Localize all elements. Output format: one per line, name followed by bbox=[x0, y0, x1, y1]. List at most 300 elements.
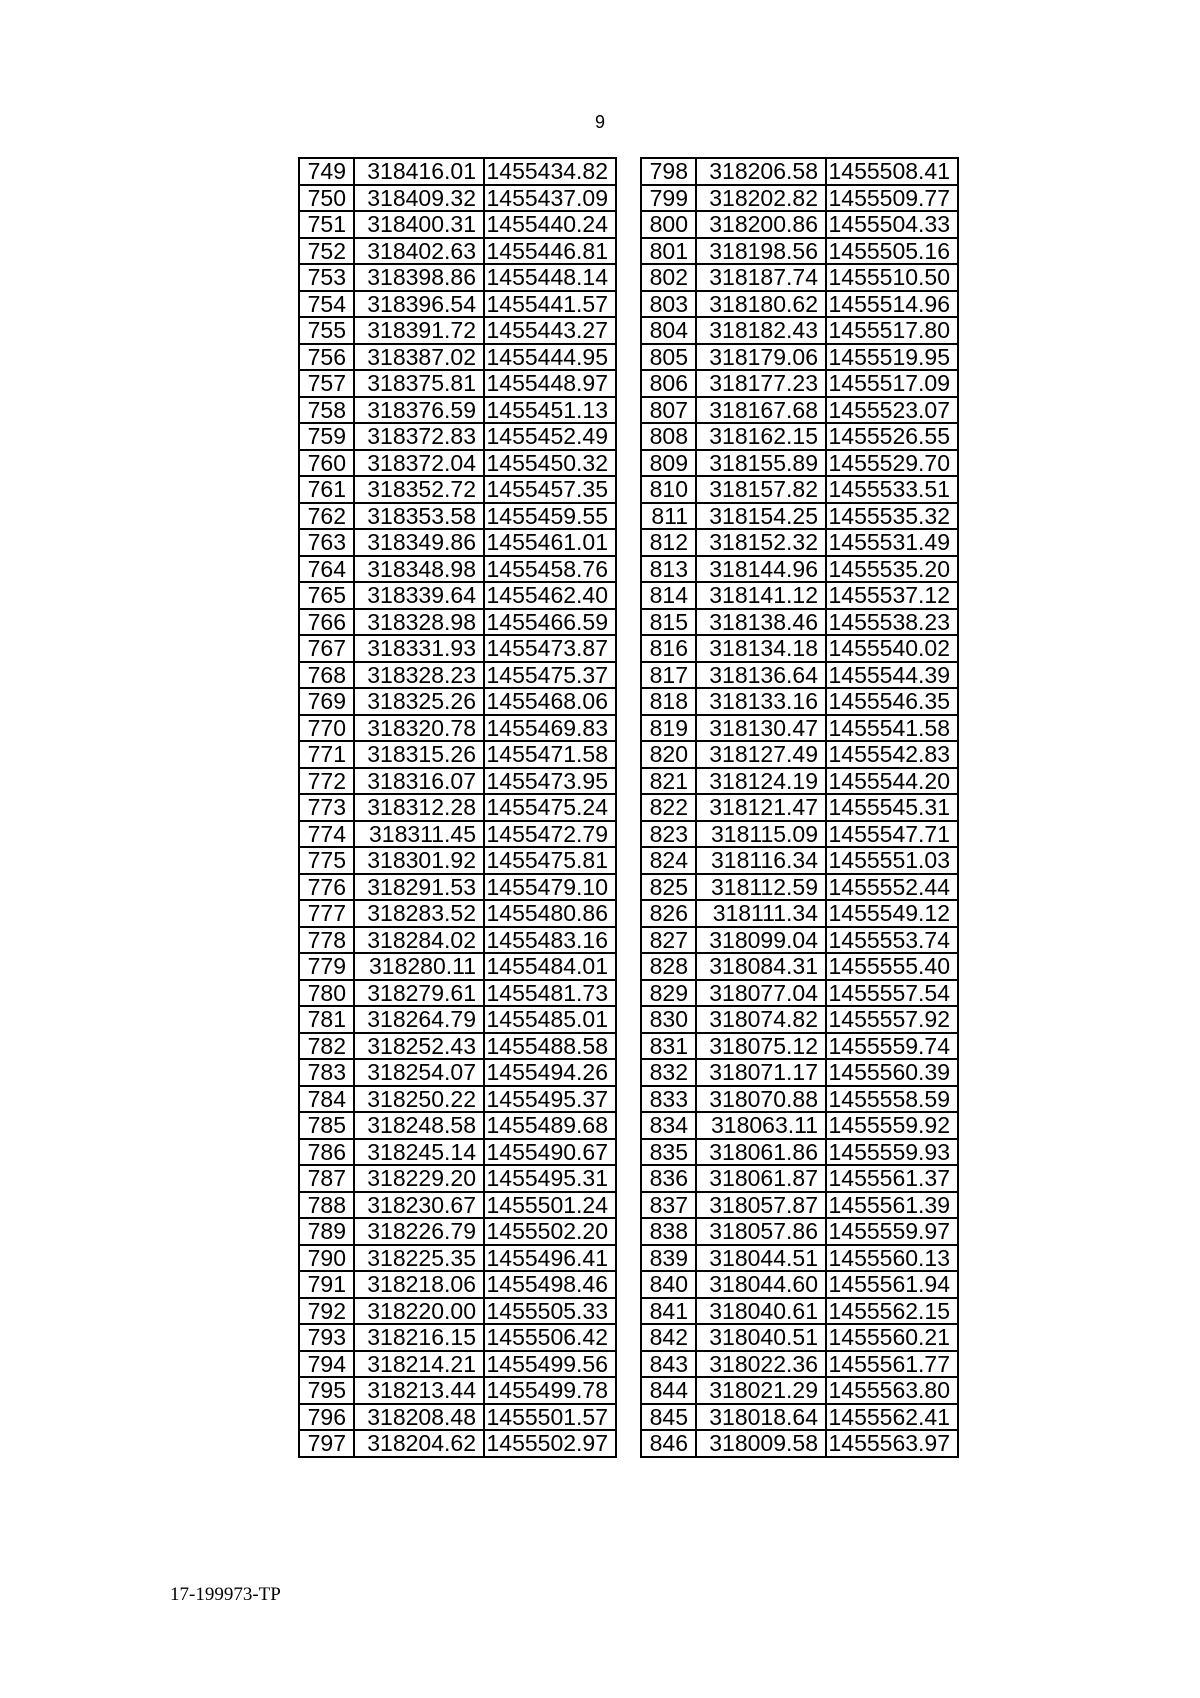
point-number-cell: 767 bbox=[299, 635, 354, 662]
x-coordinate-cell: 318339.64 bbox=[354, 582, 484, 609]
y-coordinate-cell: 1455546.35 bbox=[826, 688, 958, 715]
y-coordinate-cell: 1455514.96 bbox=[826, 291, 958, 318]
table-row bbox=[641, 953, 958, 980]
point-number-cell: 841 bbox=[641, 1298, 696, 1325]
x-coordinate-cell: 318182.43 bbox=[696, 317, 826, 344]
table-row bbox=[641, 556, 958, 583]
point-number-cell: 823 bbox=[641, 821, 696, 848]
table-row bbox=[641, 476, 958, 503]
point-number-cell: 751 bbox=[299, 211, 354, 238]
table-row bbox=[299, 1165, 616, 1192]
x-coordinate-cell: 318200.86 bbox=[696, 211, 826, 238]
point-number-cell: 757 bbox=[299, 370, 354, 397]
x-coordinate-cell: 318216.15 bbox=[354, 1324, 484, 1351]
table-row bbox=[299, 291, 616, 318]
table-row bbox=[641, 1430, 958, 1457]
x-coordinate-cell: 318021.29 bbox=[696, 1377, 826, 1404]
table-row bbox=[299, 582, 616, 609]
point-number-cell: 768 bbox=[299, 662, 354, 689]
table-row bbox=[641, 1245, 958, 1272]
y-coordinate-cell: 1455468.06 bbox=[484, 688, 616, 715]
table-row bbox=[641, 529, 958, 556]
table-row bbox=[299, 1324, 616, 1351]
x-coordinate-cell: 318179.06 bbox=[696, 344, 826, 371]
x-coordinate-cell: 318162.15 bbox=[696, 423, 826, 450]
table-row bbox=[299, 688, 616, 715]
table-row bbox=[299, 344, 616, 371]
y-coordinate-cell: 1455519.95 bbox=[826, 344, 958, 371]
x-coordinate-cell: 318009.58 bbox=[696, 1430, 826, 1457]
y-coordinate-cell: 1455553.74 bbox=[826, 927, 958, 954]
table-row bbox=[299, 317, 616, 344]
table-row bbox=[299, 370, 616, 397]
x-coordinate-cell: 318127.49 bbox=[696, 741, 826, 768]
point-number-cell: 770 bbox=[299, 715, 354, 742]
table-row bbox=[641, 158, 958, 185]
y-coordinate-cell: 1455459.55 bbox=[484, 503, 616, 530]
x-coordinate-cell: 318312.28 bbox=[354, 794, 484, 821]
table-row bbox=[641, 264, 958, 291]
y-coordinate-cell: 1455559.93 bbox=[826, 1139, 958, 1166]
y-coordinate-cell: 1455448.14 bbox=[484, 264, 616, 291]
x-coordinate-cell: 318315.26 bbox=[354, 741, 484, 768]
point-number-cell: 759 bbox=[299, 423, 354, 450]
table-body bbox=[299, 158, 616, 1457]
table-row bbox=[641, 688, 958, 715]
x-coordinate-cell: 318372.83 bbox=[354, 423, 484, 450]
table-row bbox=[299, 1112, 616, 1139]
y-coordinate-cell: 1455475.37 bbox=[484, 662, 616, 689]
coordinates-table-left bbox=[298, 157, 617, 1458]
x-coordinate-cell: 318202.82 bbox=[696, 185, 826, 212]
y-coordinate-cell: 1455499.78 bbox=[484, 1377, 616, 1404]
y-coordinate-cell: 1455559.74 bbox=[826, 1033, 958, 1060]
y-coordinate-cell: 1455558.59 bbox=[826, 1086, 958, 1113]
x-coordinate-cell: 318254.07 bbox=[354, 1059, 484, 1086]
y-coordinate-cell: 1455446.81 bbox=[484, 238, 616, 265]
table-row bbox=[641, 1377, 958, 1404]
table-row bbox=[641, 900, 958, 927]
point-number-cell: 756 bbox=[299, 344, 354, 371]
x-coordinate-cell: 318213.44 bbox=[354, 1377, 484, 1404]
x-coordinate-cell: 318040.51 bbox=[696, 1324, 826, 1351]
point-number-cell: 811 bbox=[641, 503, 696, 530]
y-coordinate-cell: 1455555.40 bbox=[826, 953, 958, 980]
point-number-cell: 813 bbox=[641, 556, 696, 583]
table-row bbox=[299, 741, 616, 768]
table-row bbox=[299, 1271, 616, 1298]
table-row bbox=[299, 1192, 616, 1219]
y-coordinate-cell: 1455537.12 bbox=[826, 582, 958, 609]
point-number-cell: 827 bbox=[641, 927, 696, 954]
y-coordinate-cell: 1455471.58 bbox=[484, 741, 616, 768]
table-row bbox=[299, 397, 616, 424]
x-coordinate-cell: 318416.01 bbox=[354, 158, 484, 185]
x-coordinate-cell: 318214.21 bbox=[354, 1351, 484, 1378]
x-coordinate-cell: 318250.22 bbox=[354, 1086, 484, 1113]
x-coordinate-cell: 318316.07 bbox=[354, 768, 484, 795]
point-number-cell: 775 bbox=[299, 847, 354, 874]
point-number-cell: 808 bbox=[641, 423, 696, 450]
table-row bbox=[299, 927, 616, 954]
x-coordinate-cell: 318409.32 bbox=[354, 185, 484, 212]
table-row bbox=[641, 1218, 958, 1245]
x-coordinate-cell: 318154.25 bbox=[696, 503, 826, 530]
point-number-cell: 777 bbox=[299, 900, 354, 927]
point-number-cell: 829 bbox=[641, 980, 696, 1007]
point-number-cell: 842 bbox=[641, 1324, 696, 1351]
point-number-cell: 822 bbox=[641, 794, 696, 821]
x-coordinate-cell: 318074.82 bbox=[696, 1006, 826, 1033]
y-coordinate-cell: 1455544.39 bbox=[826, 662, 958, 689]
point-number-cell: 843 bbox=[641, 1351, 696, 1378]
y-coordinate-cell: 1455452.49 bbox=[484, 423, 616, 450]
table-row bbox=[299, 185, 616, 212]
table-row bbox=[641, 423, 958, 450]
table-row bbox=[641, 370, 958, 397]
point-number-cell: 804 bbox=[641, 317, 696, 344]
x-coordinate-cell: 318177.23 bbox=[696, 370, 826, 397]
y-coordinate-cell: 1455495.37 bbox=[484, 1086, 616, 1113]
table-row bbox=[299, 1006, 616, 1033]
y-coordinate-cell: 1455529.70 bbox=[826, 450, 958, 477]
table-row bbox=[641, 1139, 958, 1166]
point-number-cell: 836 bbox=[641, 1165, 696, 1192]
point-number-cell: 816 bbox=[641, 635, 696, 662]
document-code: 17-199973-TP bbox=[170, 1584, 281, 1605]
x-coordinate-cell: 318328.98 bbox=[354, 609, 484, 636]
x-coordinate-cell: 318328.23 bbox=[354, 662, 484, 689]
x-coordinate-cell: 318230.67 bbox=[354, 1192, 484, 1219]
x-coordinate-cell: 318372.04 bbox=[354, 450, 484, 477]
x-coordinate-cell: 318353.58 bbox=[354, 503, 484, 530]
point-number-cell: 799 bbox=[641, 185, 696, 212]
table-row bbox=[641, 635, 958, 662]
point-number-cell: 809 bbox=[641, 450, 696, 477]
x-coordinate-cell: 318130.47 bbox=[696, 715, 826, 742]
x-coordinate-cell: 318061.86 bbox=[696, 1139, 826, 1166]
y-coordinate-cell: 1455541.58 bbox=[826, 715, 958, 742]
y-coordinate-cell: 1455561.37 bbox=[826, 1165, 958, 1192]
table-row bbox=[641, 1324, 958, 1351]
y-coordinate-cell: 1455551.03 bbox=[826, 847, 958, 874]
x-coordinate-cell: 318220.00 bbox=[354, 1298, 484, 1325]
y-coordinate-cell: 1455444.95 bbox=[484, 344, 616, 371]
point-number-cell: 792 bbox=[299, 1298, 354, 1325]
table-row bbox=[641, 874, 958, 901]
y-coordinate-cell: 1455510.50 bbox=[826, 264, 958, 291]
x-coordinate-cell: 318070.88 bbox=[696, 1086, 826, 1113]
point-number-cell: 758 bbox=[299, 397, 354, 424]
y-coordinate-cell: 1455505.33 bbox=[484, 1298, 616, 1325]
y-coordinate-cell: 1455450.32 bbox=[484, 450, 616, 477]
table-row bbox=[299, 1430, 616, 1457]
x-coordinate-cell: 318136.64 bbox=[696, 662, 826, 689]
y-coordinate-cell: 1455480.86 bbox=[484, 900, 616, 927]
x-coordinate-cell: 318387.02 bbox=[354, 344, 484, 371]
table-row bbox=[299, 211, 616, 238]
point-number-cell: 800 bbox=[641, 211, 696, 238]
coordinates-table-right bbox=[640, 157, 959, 1458]
x-coordinate-cell: 318391.72 bbox=[354, 317, 484, 344]
table-row bbox=[299, 1218, 616, 1245]
y-coordinate-cell: 1455502.97 bbox=[484, 1430, 616, 1457]
point-number-cell: 788 bbox=[299, 1192, 354, 1219]
point-number-cell: 845 bbox=[641, 1404, 696, 1431]
table-row bbox=[299, 1351, 616, 1378]
y-coordinate-cell: 1455547.71 bbox=[826, 821, 958, 848]
point-number-cell: 781 bbox=[299, 1006, 354, 1033]
point-number-cell: 833 bbox=[641, 1086, 696, 1113]
x-coordinate-cell: 318225.35 bbox=[354, 1245, 484, 1272]
table-row bbox=[641, 1404, 958, 1431]
x-coordinate-cell: 318084.31 bbox=[696, 953, 826, 980]
y-coordinate-cell: 1455441.57 bbox=[484, 291, 616, 318]
x-coordinate-cell: 318208.48 bbox=[354, 1404, 484, 1431]
table-row bbox=[641, 980, 958, 1007]
table-row bbox=[299, 264, 616, 291]
y-coordinate-cell: 1455489.68 bbox=[484, 1112, 616, 1139]
y-coordinate-cell: 1455501.24 bbox=[484, 1192, 616, 1219]
x-coordinate-cell: 318099.04 bbox=[696, 927, 826, 954]
point-number-cell: 783 bbox=[299, 1059, 354, 1086]
y-coordinate-cell: 1455563.97 bbox=[826, 1430, 958, 1457]
x-coordinate-cell: 318206.58 bbox=[696, 158, 826, 185]
point-number-cell: 789 bbox=[299, 1218, 354, 1245]
point-number-cell: 776 bbox=[299, 874, 354, 901]
x-coordinate-cell: 318248.58 bbox=[354, 1112, 484, 1139]
x-coordinate-cell: 318398.86 bbox=[354, 264, 484, 291]
y-coordinate-cell: 1455479.10 bbox=[484, 874, 616, 901]
table-row bbox=[641, 450, 958, 477]
table-row bbox=[641, 821, 958, 848]
table-row bbox=[641, 609, 958, 636]
point-number-cell: 771 bbox=[299, 741, 354, 768]
x-coordinate-cell: 318252.43 bbox=[354, 1033, 484, 1060]
x-coordinate-cell: 318040.61 bbox=[696, 1298, 826, 1325]
x-coordinate-cell: 318057.86 bbox=[696, 1218, 826, 1245]
point-number-cell: 764 bbox=[299, 556, 354, 583]
table-row bbox=[299, 158, 616, 185]
x-coordinate-cell: 318348.98 bbox=[354, 556, 484, 583]
y-coordinate-cell: 1455490.67 bbox=[484, 1139, 616, 1166]
y-coordinate-cell: 1455552.44 bbox=[826, 874, 958, 901]
point-number-cell: 769 bbox=[299, 688, 354, 715]
point-number-cell: 752 bbox=[299, 238, 354, 265]
table-row bbox=[299, 874, 616, 901]
x-coordinate-cell: 318229.20 bbox=[354, 1165, 484, 1192]
x-coordinate-cell: 318325.26 bbox=[354, 688, 484, 715]
y-coordinate-cell: 1455557.54 bbox=[826, 980, 958, 1007]
table-row bbox=[299, 1377, 616, 1404]
x-coordinate-cell: 318144.96 bbox=[696, 556, 826, 583]
y-coordinate-cell: 1455504.33 bbox=[826, 211, 958, 238]
point-number-cell: 819 bbox=[641, 715, 696, 742]
page-number: 9 bbox=[594, 112, 605, 132]
point-number-cell: 812 bbox=[641, 529, 696, 556]
y-coordinate-cell: 1455560.39 bbox=[826, 1059, 958, 1086]
table-row bbox=[299, 1033, 616, 1060]
y-coordinate-cell: 1455535.20 bbox=[826, 556, 958, 583]
table-row bbox=[299, 476, 616, 503]
y-coordinate-cell: 1455451.13 bbox=[484, 397, 616, 424]
table-row bbox=[299, 794, 616, 821]
table-row bbox=[299, 1298, 616, 1325]
point-number-cell: 805 bbox=[641, 344, 696, 371]
table-row bbox=[641, 291, 958, 318]
point-number-cell: 837 bbox=[641, 1192, 696, 1219]
point-number-cell: 798 bbox=[641, 158, 696, 185]
point-number-cell: 834 bbox=[641, 1112, 696, 1139]
table-row bbox=[299, 238, 616, 265]
table-row bbox=[641, 344, 958, 371]
y-coordinate-cell: 1455481.73 bbox=[484, 980, 616, 1007]
x-coordinate-cell: 318071.17 bbox=[696, 1059, 826, 1086]
x-coordinate-cell: 318157.82 bbox=[696, 476, 826, 503]
point-number-cell: 755 bbox=[299, 317, 354, 344]
x-coordinate-cell: 318204.62 bbox=[354, 1430, 484, 1457]
table-row bbox=[641, 1112, 958, 1139]
y-coordinate-cell: 1455499.56 bbox=[484, 1351, 616, 1378]
point-number-cell: 774 bbox=[299, 821, 354, 848]
table-row bbox=[641, 211, 958, 238]
x-coordinate-cell: 318226.79 bbox=[354, 1218, 484, 1245]
table-row bbox=[641, 1271, 958, 1298]
table-row bbox=[641, 927, 958, 954]
x-coordinate-cell: 318301.92 bbox=[354, 847, 484, 874]
x-coordinate-cell: 318167.68 bbox=[696, 397, 826, 424]
point-number-cell: 828 bbox=[641, 953, 696, 980]
point-number-cell: 790 bbox=[299, 1245, 354, 1272]
x-coordinate-cell: 318375.81 bbox=[354, 370, 484, 397]
x-coordinate-cell: 318245.14 bbox=[354, 1139, 484, 1166]
table-row bbox=[299, 953, 616, 980]
table-row bbox=[641, 238, 958, 265]
table-row bbox=[299, 847, 616, 874]
point-number-cell: 750 bbox=[299, 185, 354, 212]
y-coordinate-cell: 1455457.35 bbox=[484, 476, 616, 503]
point-number-cell: 782 bbox=[299, 1033, 354, 1060]
y-coordinate-cell: 1455526.55 bbox=[826, 423, 958, 450]
x-coordinate-cell: 318155.89 bbox=[696, 450, 826, 477]
table-row bbox=[641, 185, 958, 212]
x-coordinate-cell: 318180.62 bbox=[696, 291, 826, 318]
point-number-cell: 814 bbox=[641, 582, 696, 609]
table-row bbox=[641, 768, 958, 795]
table-row bbox=[299, 635, 616, 662]
y-coordinate-cell: 1455437.09 bbox=[484, 185, 616, 212]
y-coordinate-cell: 1455440.24 bbox=[484, 211, 616, 238]
y-coordinate-cell: 1455488.58 bbox=[484, 1033, 616, 1060]
table-row bbox=[299, 609, 616, 636]
point-number-cell: 846 bbox=[641, 1430, 696, 1457]
point-number-cell: 838 bbox=[641, 1218, 696, 1245]
table-row bbox=[641, 503, 958, 530]
x-coordinate-cell: 318044.60 bbox=[696, 1271, 826, 1298]
x-coordinate-cell: 318111.34 bbox=[696, 900, 826, 927]
point-number-cell: 784 bbox=[299, 1086, 354, 1113]
point-number-cell: 840 bbox=[641, 1271, 696, 1298]
x-coordinate-cell: 318112.59 bbox=[696, 874, 826, 901]
y-coordinate-cell: 1455496.41 bbox=[484, 1245, 616, 1272]
table-row bbox=[641, 662, 958, 689]
point-number-cell: 780 bbox=[299, 980, 354, 1007]
x-coordinate-cell: 318264.79 bbox=[354, 1006, 484, 1033]
y-coordinate-cell: 1455501.57 bbox=[484, 1404, 616, 1431]
x-coordinate-cell: 318022.36 bbox=[696, 1351, 826, 1378]
point-number-cell: 785 bbox=[299, 1112, 354, 1139]
y-coordinate-cell: 1455557.92 bbox=[826, 1006, 958, 1033]
y-coordinate-cell: 1455498.46 bbox=[484, 1271, 616, 1298]
y-coordinate-cell: 1455544.20 bbox=[826, 768, 958, 795]
point-number-cell: 762 bbox=[299, 503, 354, 530]
table-row bbox=[299, 503, 616, 530]
point-number-cell: 820 bbox=[641, 741, 696, 768]
y-coordinate-cell: 1455484.01 bbox=[484, 953, 616, 980]
y-coordinate-cell: 1455561.77 bbox=[826, 1351, 958, 1378]
y-coordinate-cell: 1455523.07 bbox=[826, 397, 958, 424]
y-coordinate-cell: 1455549.12 bbox=[826, 900, 958, 927]
x-coordinate-cell: 318331.93 bbox=[354, 635, 484, 662]
x-coordinate-cell: 318400.31 bbox=[354, 211, 484, 238]
point-number-cell: 832 bbox=[641, 1059, 696, 1086]
table-row bbox=[299, 768, 616, 795]
x-coordinate-cell: 318116.34 bbox=[696, 847, 826, 874]
table-row bbox=[641, 1006, 958, 1033]
y-coordinate-cell: 1455458.76 bbox=[484, 556, 616, 583]
y-coordinate-cell: 1455531.49 bbox=[826, 529, 958, 556]
y-coordinate-cell: 1455466.59 bbox=[484, 609, 616, 636]
y-coordinate-cell: 1455475.24 bbox=[484, 794, 616, 821]
table-row bbox=[299, 450, 616, 477]
y-coordinate-cell: 1455434.82 bbox=[484, 158, 616, 185]
y-coordinate-cell: 1455502.20 bbox=[484, 1218, 616, 1245]
point-number-cell: 791 bbox=[299, 1271, 354, 1298]
point-number-cell: 795 bbox=[299, 1377, 354, 1404]
x-coordinate-cell: 318063.11 bbox=[696, 1112, 826, 1139]
point-number-cell: 778 bbox=[299, 927, 354, 954]
y-coordinate-cell: 1455562.15 bbox=[826, 1298, 958, 1325]
table-row bbox=[641, 1298, 958, 1325]
x-coordinate-cell: 318018.64 bbox=[696, 1404, 826, 1431]
y-coordinate-cell: 1455562.41 bbox=[826, 1404, 958, 1431]
point-number-cell: 806 bbox=[641, 370, 696, 397]
x-coordinate-cell: 318138.46 bbox=[696, 609, 826, 636]
x-coordinate-cell: 318124.19 bbox=[696, 768, 826, 795]
point-number-cell: 760 bbox=[299, 450, 354, 477]
table-row bbox=[641, 1165, 958, 1192]
table-row bbox=[299, 1059, 616, 1086]
x-coordinate-cell: 318311.45 bbox=[354, 821, 484, 848]
x-coordinate-cell: 318141.12 bbox=[696, 582, 826, 609]
table-row bbox=[299, 980, 616, 1007]
y-coordinate-cell: 1455517.80 bbox=[826, 317, 958, 344]
y-coordinate-cell: 1455495.31 bbox=[484, 1165, 616, 1192]
point-number-cell: 830 bbox=[641, 1006, 696, 1033]
table-row bbox=[299, 556, 616, 583]
y-coordinate-cell: 1455506.42 bbox=[484, 1324, 616, 1351]
y-coordinate-cell: 1455448.97 bbox=[484, 370, 616, 397]
x-coordinate-cell: 318396.54 bbox=[354, 291, 484, 318]
y-coordinate-cell: 1455545.31 bbox=[826, 794, 958, 821]
point-number-cell: 802 bbox=[641, 264, 696, 291]
point-number-cell: 754 bbox=[299, 291, 354, 318]
x-coordinate-cell: 318284.02 bbox=[354, 927, 484, 954]
x-coordinate-cell: 318057.87 bbox=[696, 1192, 826, 1219]
x-coordinate-cell: 318121.47 bbox=[696, 794, 826, 821]
table-row bbox=[641, 1351, 958, 1378]
point-number-cell: 844 bbox=[641, 1377, 696, 1404]
